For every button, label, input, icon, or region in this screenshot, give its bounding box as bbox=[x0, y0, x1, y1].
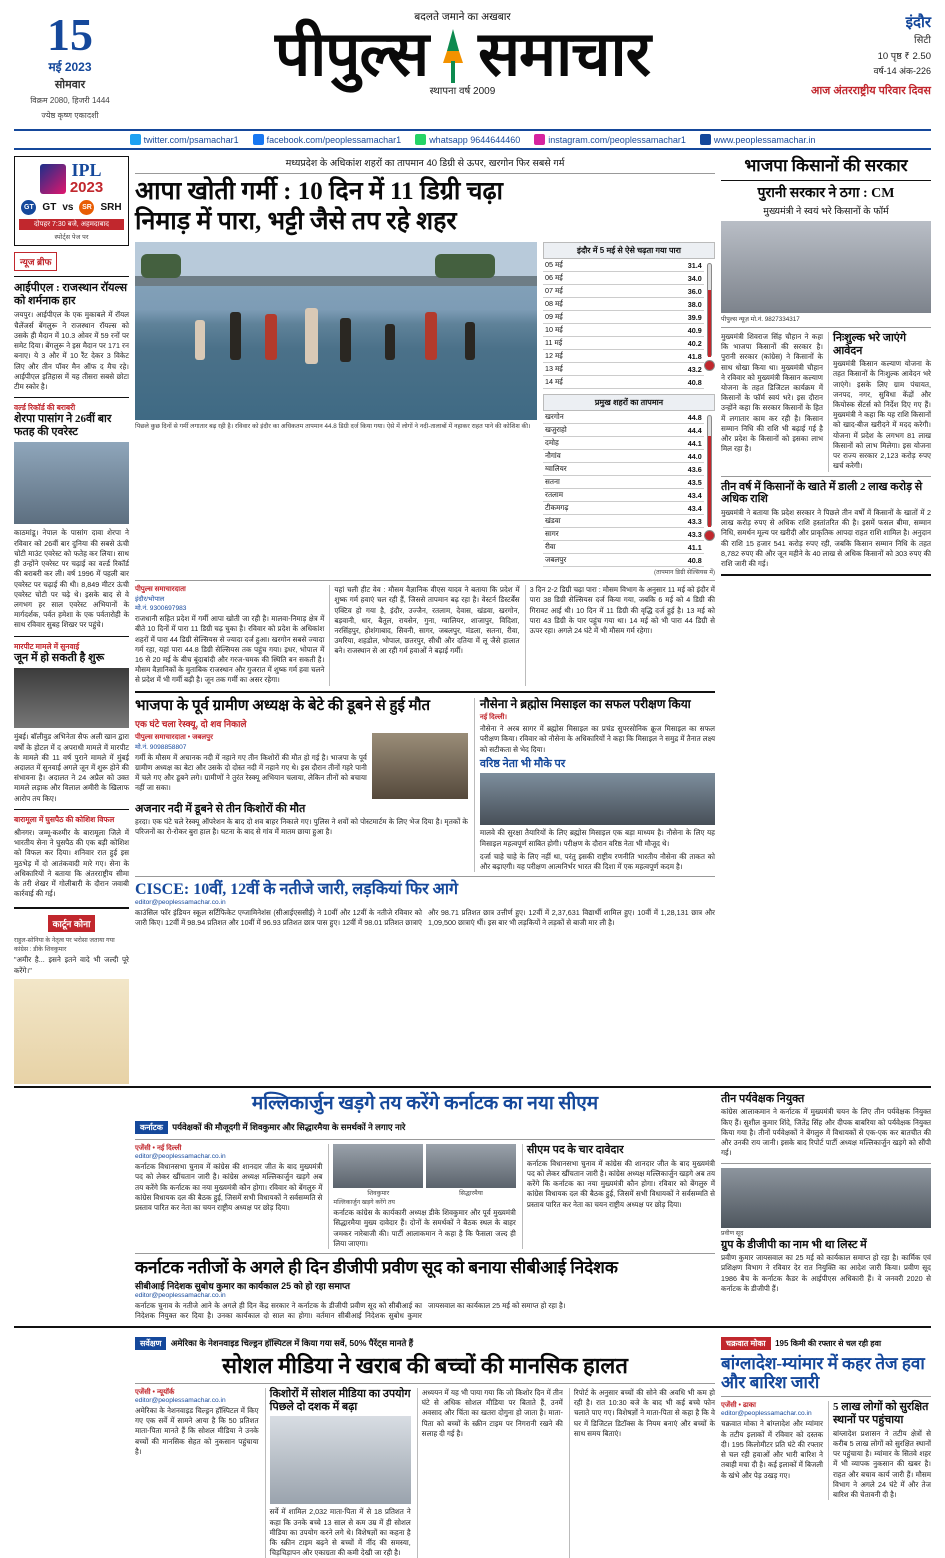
date-vikram: विक्रम 2080, हिजरी 1444 bbox=[30, 96, 110, 106]
team-srh-icon: SR bbox=[79, 200, 94, 215]
facebook-icon bbox=[253, 134, 264, 145]
cisce-text: काउंसिल फॉर इंडियन स्कूल सर्टिफिकेट एग्जामिनेशंस (सीआईएससीई) ने 10वीं और 12वीं के नतीजे रविवार को जारी किए। 12वीं में 98.94 प्रतिशत और 10वीं में 96.93 प्रतिशत छात्र पास हुए। 12वीं में 98.01 प्रतिशत छात्राएं और 98.71 प्रतिशत छात्र उत्तीर्ण हुए। 12वीं में 2,37,631 विद्यार्थी शामिल हुए। 10वीं में 1,28,131 छात्र और 1,09,500 छात्राएं थीं। इस बार भी लड़कियों ने लड़कों से बाजी मार ली है। bbox=[135, 908, 715, 928]
social-website[interactable] bbox=[700, 134, 816, 145]
edition-city-sub: सिटी bbox=[914, 35, 931, 46]
social-media-col3: अध्ययन में यह भी पाया गया कि जो किशोर दिन में तीन घंटे से अधिक सोशल मीडिया पर बिताते हैं, उनमें अवसाद और चिंता का खतरा दोगुना हो जाता है। माता-पिता को बच्चों के स्क्रीन टाइम पर निगरानी रखने की सलाह दी गई है। bbox=[421, 1388, 563, 1438]
cisce-byline: editor@peoplessamachar.co.in bbox=[135, 899, 226, 907]
social-whatsapp[interactable] bbox=[415, 134, 520, 145]
cartoon-caption: "अमीर है... इसने इतने वादे भी जल्दी पूरे करेंगे।" bbox=[14, 955, 129, 975]
masthead-edition-block bbox=[799, 10, 931, 98]
social-media-story bbox=[135, 1333, 715, 1558]
cbi-photo-caption: प्रवीण सूद bbox=[721, 1229, 744, 1237]
social-whatsapp-label: whatsapp 9644644460 bbox=[429, 134, 521, 145]
cyclone-email: editor@peoplessamachar.co.in bbox=[721, 1410, 812, 1418]
social-media-sub-text: सर्वे में शामिल 2,032 माता-पिता में से 18 प्रतिशत ने कहा कि उनके बच्चे 13 साल से कम उम्र में ही सोशल मीडिया का उपयोग करने लगे थे। विशेषज्ञों का कहना है कि स्क्रीन टाइम बढ़ने से बच्चों में नींद की समस्या, चिड़चिड़ापन और एकाग्रता की कमी देखी जा रही है। bbox=[269, 1507, 411, 1558]
lead-photo-caption: पिछले कुछ दिनों से गर्मी लगातार बढ़ रही है। रविवार को इंदौर का अधिकतम तापमान 44.8 डिग्री दर्ज किया गया। ऐसे में लोगों ने नदी-तालाबों में नहाकर राहत पाने की कोशिश की। bbox=[135, 423, 531, 431]
date-number: 15 bbox=[47, 9, 93, 60]
karnataka-side-text: कर्नाटक विधानसभा चुनाव में कांग्रेस की शानदार जीत के बाद मुख्यमंत्री पद को लेकर खींचतान जारी है। कांग्रेस अध्यक्ष मल्लिकार्जुन खड़गे अब तय करेंगे कि कर्नाटक का नया मुख्यमंत्री कौन होगा। रविवार को बेंगलुरु में कांग्रेस विधायक दल की बैठक हुई, जिसमें सभी विधायकों ने सर्वसम्मति से प्रस्ताव पारित कर नेता का चयन राष्ट्रीय अध्यक्ष पर छोड़ दिया। bbox=[526, 1158, 715, 1209]
masthead-date-block bbox=[14, 10, 126, 121]
lead-photo bbox=[135, 242, 537, 420]
right-sub-2-text: मुख्यमंत्री ने बताया कि प्रदेश सरकार ने पिछले तीन वर्षों में किसानों के खातों में 2 लाख करोड़ रुपए से अधिक राशि हस्तांतरित की है। इसमें फसल बीमा, सम्मान निधि, समर्थन मूल्य पर खरीदी और प्राकृतिक आपदा राहत राशि शामिल है। अनुदान की राशि 15 हजार 541 करोड़ रुपए रही, जबकि किसान सम्मान निधि के तहत 8,782 रुपए की और जून महीने के 40 लाख से अधिक किसानों को 303 रुपए की राशि जारी की गई। bbox=[721, 507, 931, 568]
table-row: नौगांव 44.0 bbox=[545, 451, 702, 461]
cm-event-photo bbox=[721, 221, 931, 313]
cbi-text: कर्नाटक चुनाव के नतीजे आने के अगले ही दिन केंद्र सरकार ने कर्नाटक के डीजीपी प्रवीण सूद को सीबीआई का निदेशक नियुक्त कर दिया है। उनका कार्यकाल दो साल का होगा। वर्तमान सीबीआई निदेशक सुबोध कुमार जायसवाल का कार्यकाल 25 मई को समाप्त हो रहा है। bbox=[135, 1300, 566, 1321]
table-row: 07 मई 36.0 bbox=[545, 286, 702, 296]
brief-2-text: काठमांडू। नेपाल के पासांग दावा शेरपा ने रविवार को 26वीं बार दुनिया की सबसे ऊंची चोटी माउंट एवरेस्ट को फतेह कर लिया। साथ ही उन्होंने एवरेस्ट पर चढ़ाई का वर्ल्ड रिकॉर्ड की बराबरी कर ली। वर्ष 1996 में पहली बार एवरेस्ट पर चढ़ाई की थी। 8,849 मीटर ऊंची एवरेस्ट चोटी पर चढ़े थे। इसके बाद से वे लगभग हर साल एवरेस्ट अभियानों के मार्गदर्शक, पर्वत हमेशा के एक पर्वतारोही के साथ रविवार सुबह शिखर पर पहुंचे। bbox=[14, 528, 129, 630]
table-row: 10 मई 40.9 bbox=[545, 325, 702, 335]
cbi-headline[interactable]: कर्नाटक नतीजों के अगले ही दिन डीजीपी प्रवीण सूद को बनाया सीबीआई निदेशक bbox=[135, 1257, 618, 1277]
social-twitter[interactable] bbox=[130, 134, 239, 145]
table-row: खरगोन 44.8 bbox=[545, 412, 702, 422]
brief-1-text: जयपुर। आईपीएल के एक मुकाबले में रॉयल चैलेंजर्स बेंगलुरू ने राजस्थान रॉयल्स को उसके ही मैदान में 10.3 ओवर में 59 रनों पर समेट दिया। बेंगलुरू ने इस मैदान पर 171 रन बनाए। ये 3 और में 10 रैंट देकर 3 विकेट लिए और तीन पॉवर मैन ऑफ द मैच रहे। आईपीएल इतिहास में यह तीसरा सबसे छोटा टीम स्कोर है। bbox=[14, 310, 129, 391]
masthead-title-right: समाचार bbox=[478, 21, 650, 89]
city-temp-table bbox=[543, 411, 704, 567]
main-column bbox=[135, 156, 715, 1084]
masthead bbox=[14, 10, 931, 125]
lead-byline-place: इंदौर/भोपाल bbox=[135, 596, 165, 604]
ipl-year: 2023 bbox=[69, 179, 104, 197]
masthead-established: स्थापना वर्ष 2009 bbox=[429, 86, 496, 98]
brief-4-text: श्रीनगर। जम्मू-कश्मीर के बारामूला जिले में भारतीय सेना ने घुसपैठ की एक बड़ी कोशिश को विफल कर दिया। शनिवार रात हुई इस मुठभेड़ में दो आतंकवादी मारे गए। सेना के अधिकारियों ने बताया कि अंतरराष्ट्रीय सीमा के तरी शेखर में गोलीबारी के दौरान जवाबी कार्रवाई की गई। bbox=[14, 827, 129, 899]
cbi-side-headline[interactable]: ग्रुप के डीजीपी का नाम भी था लिस्ट में bbox=[721, 1238, 867, 1251]
table-row: 13 मई 43.2 bbox=[545, 364, 702, 374]
social-media-photo bbox=[270, 1416, 411, 1504]
lead-byline-mobile: मो.नं. 9300697983 bbox=[135, 605, 187, 613]
cyclone-story bbox=[721, 1333, 931, 1558]
city-table-title: प्रमुख शहरों का तापमान bbox=[543, 394, 715, 411]
lead-headline-line2[interactable]: निमाड़ में पारा, भट्टी जैसे तप रहे शहर bbox=[135, 208, 457, 236]
date-month-year: मई 2023 bbox=[48, 60, 92, 75]
right-lead-sub1: पुरानी सरकार ने ठगा : CM bbox=[757, 186, 895, 202]
mid-story-2-byline: नई दिल्ली। bbox=[479, 714, 508, 722]
masthead-title-block bbox=[126, 10, 799, 97]
lead-col-3: 3 दिन 2-2 डिग्री चढ़ा पारा : मौसम विभाग के अनुसार 11 मई को इंदौर में पारा 38 डिग्री सेल्सियस दर्ज किया गया, जबकि 6 मई को 4 डिग्री की गिरावट आई थी। 10 दिन में 11 डिग्री की वृद्धि दर्ज हुई है। 13 मई को पारा 43 डिग्री के पार पहुंच गया था। 14 मई को भी पारा 44 डिग्री से ऊपर रहा। अगले 24 घंटे में भी मौसम गर्म रहेगा। bbox=[529, 585, 715, 636]
mid-story-1-text: गर्मी के मौसम में अचानक नदी में नहाने गए तीन किशोरों की मौत हो गई है। भाजपा के पूर्व ग्रामीण अध्यक्ष का बेटा और उसके दो दोस्त नदी में नहाने गए थे। इस दौरान तीनों गहरे पानी में चले गए और डूबने लगे। ग्रामीणों ने तुरंत रेस्क्यू अभियान चलाया, लेकिन तीनों को बचाया नहीं जा सका। bbox=[135, 752, 367, 793]
right-lead-text: मुख्यमंत्री शिवराज सिंह चौहान ने कहा कि भाजपा किसानों की सरकार है। पुरानी सरकार (कांग्रेस) ने किसानों के साथ धोखा किया था। मुख्यमंत्री चौहान ने रविवार को मुख्यमंत्री किसान कल्याण योजना के तहत डिजिटल कार्यक्रम में किसानों के फॉर्म स्वयं भरे। इस दौरान उन्होंने कहा कि सरकार किसानों के हित में लगातार काम कर रही है। किसान सम्मान निधि की राशि भी बढ़ाई गई है और प्रदेश के किसानों को इसका लाभ मिल रहा है। bbox=[721, 331, 823, 454]
table-row: 05 मई 31.4 bbox=[545, 260, 702, 270]
social-website-label: www.peoplessamachar.in bbox=[713, 134, 816, 145]
table-row: सागर 43.3 bbox=[545, 529, 702, 539]
mid-story-1-sub2[interactable]: अजनार नदी में डूबने से तीन किशोरों की मौत bbox=[135, 802, 306, 815]
cyclone-byline: एजेंसी • ढाका bbox=[721, 1402, 756, 1410]
brief-3-label: मारपीट मामले में सुनवाई bbox=[14, 641, 80, 651]
whatsapp-icon bbox=[415, 134, 426, 145]
instagram-icon bbox=[534, 134, 545, 145]
date-panchang: ज्येष्ठ कृष्ण एकादशी bbox=[41, 110, 99, 120]
karnataka-sub-text: कर्नाटक कांग्रेस के कार्यकारी अध्यक्ष डीके शिवकुमार और पूर्व मुख्यमंत्री सिद्धारमैया मुख्य दावेदार हैं। दोनों के समर्थकों ने बैठक स्थल के बाहर जमकर नारेबाजी की। पार्टी आलाकमान ने कहा है कि फैसला जल्द ही लिया जाएगा। bbox=[333, 1208, 516, 1248]
temp-table bbox=[543, 259, 704, 389]
cyclone-kicker: 195 किमी की रफ्तार से चल रही हवा bbox=[775, 1339, 882, 1349]
cm-photo-caption: पीपुल्स न्यूज़ मो.नं. 9827334317 bbox=[721, 315, 800, 323]
ipl-logo-icon bbox=[40, 164, 66, 194]
table-row: 06 मई 34.0 bbox=[545, 273, 702, 283]
social-bar bbox=[14, 129, 931, 150]
mid-story-1-byline: पीपुल्स समाचारदाता • जबलपुर bbox=[135, 733, 213, 741]
news-brief-label: न्यूज ब्रीफ bbox=[14, 252, 57, 271]
karnataka-block bbox=[135, 1093, 715, 1322]
right-lead-sub2: मुख्यमंत्री ने स्वयं भरे किसानों के फॉर्म bbox=[763, 205, 889, 217]
karnataka-kicker: पर्यवेक्षकों की मौजूदगी में शिवकुमार और सिद्धारमैया के समर्थकों ने लगाए नारे bbox=[172, 1122, 406, 1133]
cyclone-sub-text: बांग्लादेश प्रशासन ने तटीय क्षेत्रों से करीब 5 लाख लोगों को सुरक्षित स्थानों पर पहुंचाया है। म्यांमार के सितवे शहर में भी व्यापक नुकसान की खबर है। राहत और बचाव कार्य जारी हैं। मौसम विभाग ने अगले 24 घंटे में और तेज बारिश की चेतावनी दी है। bbox=[833, 1428, 931, 1500]
special-day: आज अंतरराष्ट्रीय परिवार दिवस bbox=[810, 85, 931, 97]
face-2-name: सिद्धारमैया bbox=[459, 1190, 483, 1198]
karnataka-text: कर्नाटक विधानसभा चुनाव में कांग्रेस की शानदार जीत के बाद मुख्यमंत्री पद को लेकर खींचतान जारी है। कांग्रेस अध्यक्ष मल्लिकार्जुन खड़गे अब तय करेंगे कि कर्नाटक का नया मुख्यमंत्री कौन होगा। रविवार को बेंगलुरु में कांग्रेस विधायक दल की बैठक हुई, जिसमें सभी विधायकों ने सर्वसम्मति से प्रस्ताव पारित कर नेता का चयन राष्ट्रीय अध्यक्ष पर छोड़ दिया। bbox=[135, 1162, 323, 1212]
ipl-promo-box[interactable] bbox=[14, 156, 129, 246]
right-lead-headline[interactable]: भाजपा किसानों की सरकार bbox=[744, 156, 908, 176]
thermometer-icon-2 bbox=[704, 411, 715, 541]
table-row: टीकमगढ़ 43.4 bbox=[545, 503, 702, 513]
edition-city: इंदौर bbox=[905, 14, 931, 31]
social-media-byline: एजेंसी • न्यूयॉर्क bbox=[135, 1389, 175, 1397]
ipl-team2: SRH bbox=[100, 202, 122, 214]
karnataka-headline[interactable]: मल्लिकार्जुन खड़गे तय करेंगे कर्नाटक का नया सीएम bbox=[251, 1092, 599, 1114]
brief-1-headline[interactable]: आईपीएल : राजस्थान रॉयल्स को शर्मनाक हार bbox=[14, 282, 128, 307]
social-media-headline[interactable]: सोशल मीडिया ने खराब की बच्चों की मानसिक हालत bbox=[222, 1353, 628, 1379]
table-row: खजुराहो 44.4 bbox=[545, 425, 702, 435]
survey-tag: सर्वेक्षण bbox=[135, 1337, 166, 1350]
right-column bbox=[721, 156, 931, 1084]
right-sub-1-text: मुख्यमंत्री किसान कल्याण योजना के तहत किसानों के निःशुल्क आवेदन भरे जाएंगे। इसके लिए ग्राम पंचायत, जनपद, नगर, सुविधा केंद्रों और कियोस्क सेंटर्स को निर्देश दिए गए हैं। मुख्यमंत्री ने कहा कि यह राशि किसानों को खाद-बीज खरीदने में मदद करेगी। योजना में प्रदेश के लगभग 81 लाख किसानों को लाभ मिलेगा। इस योजना पर राज्य सरकार 2,123 करोड़ रुपए खर्च करेगी। bbox=[833, 359, 931, 471]
siddaramaiah-photo bbox=[426, 1144, 516, 1188]
pages-price: 10 पृष्ठ ₹ 2.50 bbox=[877, 51, 931, 62]
table-row: रतलाम 43.4 bbox=[545, 490, 702, 500]
social-instagram[interactable] bbox=[534, 134, 686, 145]
ipl-title: IPL bbox=[71, 160, 102, 181]
cartoon-label: कार्टून कोना bbox=[48, 915, 96, 932]
ipl-match-time: दोपहर 7:30 बजे, अहमदाबाद bbox=[19, 219, 124, 230]
mid-story-1-mobile: मो.नं. 9098858807 bbox=[135, 743, 187, 751]
cbi-side-text: प्रवीण कुमार जायसवाल का 25 मई को कार्यकाल समाप्त हो रहा है। कार्मिक एवं प्रशिक्षण विभाग ने रविवार देर रात नियुक्ति का आदेश जारी किया। प्रवीण सूद 1986 बैच के कर्नाटक कैडर के आईपीएस अधिकारी हैं। वे जनवरी 2020 से कर्नाटक के डीजीपी हैं। bbox=[721, 1253, 931, 1293]
table-row: रीवा 41.1 bbox=[545, 542, 702, 552]
mid-story-2-sub[interactable]: वरिष्ठ नेता भी मौके पर bbox=[479, 757, 566, 770]
mid-story-2-text3: दर्जा चाहे चाहे के लिए नहीं था, परंतु इसकी राष्ट्रीय रणनीति भारतीय नौसेना की ताकत को और बढ़ाएगी। यह परीक्षण आत्मनिर्भर भारत की दिशा में एक महत्वपूर्ण कदम है। bbox=[479, 851, 715, 872]
temperature-panel bbox=[543, 242, 715, 576]
table-row: सतना 43.5 bbox=[545, 477, 702, 487]
mid-story-2-headline[interactable]: नौसेना ने ब्रह्मोस मिसाइल का सफल परीक्षण किया bbox=[479, 696, 691, 711]
brief-2-headline[interactable]: शेरपा पासांग ने 26वीं बार फतह की एवरेस्ट bbox=[14, 413, 112, 438]
cyclone-headline[interactable]: बांग्लादेश-म्यांमार में कहर तेज हवा और बारिश जारी bbox=[721, 1354, 925, 1393]
brief-3-text: मुंबई। बॉलीवुड अभिनेता सैफ अली खान द्वारा वर्षों के होटल में द अपराधी मामले में मारपीट के मामले की 11 वर्ष पुराने मामले में मुंबई अदालत में सुनवाई अगले जून में शुरू होने की संभावना है। अदालत ने 24 अप्रैल को उक्त मामले लड़ाक और विलाल अमीरी के खिलाफ आरोप तय किए। bbox=[14, 732, 129, 803]
brief-2-label: वर्ल्ड रिकॉर्ड की बराबरी bbox=[14, 403, 76, 413]
karnataka-observers-text: कांग्रेस आलाकमान ने कर्नाटक में मुख्यमंत्री चयन के लिए तीन पर्यवेक्षक नियुक्त किए हैं। सुशील कुमार शिंदे, जितेंद्र सिंह और दीपक बाबरिया को पर्यवेक्षक नियुक्त किया गया है। तीनों पर्यवेक्षकों ने बेंगलुरु में विधायकों से एक-एक कर बातचीत की और उनकी राय जानी। इसके बाद रिपोर्ट पार्टी अध्यक्ष मल्लिकार्जुन खड़गे को सौंपी गई। bbox=[721, 1107, 931, 1158]
social-media-text: अमेरिका के नेशनवाइड चिल्ड्रन हॉस्पिटल में किए गए एक सर्वे में सामने आया है कि 50 प्रतिशत माता-पिता मानते हैं कि सोशल मीडिया ने उनके बच्चों की मानसिक सेहत को नुकसान पहुंचाया है। bbox=[135, 1406, 259, 1456]
brief-3-headline[interactable]: जून में हो सकती है शुरू bbox=[14, 651, 105, 664]
table-row: 08 मई 38.0 bbox=[545, 299, 702, 309]
lead-byline-name: पीपुल्स समाचारदाता bbox=[135, 586, 186, 594]
mid-story-1-headline[interactable]: भाजपा के पूर्व ग्रामीण अध्यक्ष के बेटे की डूबने से हुई मौत bbox=[135, 697, 431, 714]
date-weekday: सोमवार bbox=[54, 79, 86, 92]
table-row: खंडवा 43.3 bbox=[545, 516, 702, 526]
cyclone-sub-headline[interactable]: 5 लाख लोगों को सुरक्षित स्थानों पर पहुंचाया bbox=[833, 1401, 929, 1427]
karnataka-byline: एजेंसी • नई दिल्ली bbox=[135, 1145, 182, 1153]
cyclone-tag: चक्रवात मोका bbox=[721, 1337, 771, 1350]
lead-headline-line1[interactable]: आपा खोती गर्मी : 10 दिन में 11 डिग्री चढ़ा bbox=[135, 178, 503, 206]
mid-story-1-sub: एक घंटे चला रेस्क्यू, दो शव निकाले bbox=[135, 718, 247, 729]
lead-kicker: मध्यप्रदेश के अधिकांश शहरों का तापमान 40 डिग्री से ऊपर, खरगोन फिर सबसे गर्म bbox=[285, 158, 565, 170]
city-table-footnote: (तापमान डिग्री सेल्सियस में) bbox=[654, 569, 715, 577]
social-facebook[interactable] bbox=[253, 134, 402, 145]
face-1-name: शिवकुमार bbox=[367, 1190, 390, 1198]
survey-kicker: अमेरिका के नेशनवाइड चिल्ड्रन हॉस्पिटल में किया गया सर्वे, 50% पैरेंट्स मानते हैं bbox=[170, 1338, 414, 1349]
mid-story-2-text: नौसेना ने अरब सागर में ब्रह्मोस मिसाइल का प्रचंड सुपरसोनिक क्रूज मिसाइल का सफल परीक्षण किया। रविवार को नौसेना के अधिकारियों ने कहा कि मिसाइल ने समुद्र में तैनात लक्ष्य को सटीकता से भेद दिया। bbox=[479, 724, 715, 754]
mid-story-2-photo bbox=[480, 773, 715, 825]
cbi-byline: editor@peoplessamachar.co.in bbox=[135, 1291, 226, 1299]
mid-story-1-text2: हरदा। एक घंटे चले रेस्क्यू ऑपरेशन के बाद दो शव बाहर निकाले गए। पुलिस ने शवों को पोस्टमार्टम के लिए भेज दिया है। मृतकों के परिजनों का रो-रोकर बुरा हाल है। घटना के बाद से गांव में मातम छाया हुआ है। bbox=[135, 817, 468, 837]
shivakumar-photo bbox=[333, 1144, 423, 1188]
team-gt-icon: GT bbox=[21, 200, 36, 215]
cartoon-image bbox=[14, 979, 129, 1084]
lead-col-2: यहां चली हीट वेव : मौसम वैज्ञानिक वीएस यादव ने बताया कि प्रदेश में शुष्क गर्म हवाएं चल रही हैं, जिससे तापमान बढ़ रहा है। वेस्टर्न डिस्टर्बेंस एक्टिव हो गया है, इंदौर, उज्जैन, रतलाम, देवास, खंडवा, खरगोन, बड़वानी, धार, बैतूल, रायसेन, गुना, ग्वालियर, शाजापुर, विदिशा, नरसिंहपुर, होशंगाबाद, सिवनी, सागर, जबलपुर, मंडला, सतना, रीवा, उमरिया, शहडोल, भोपाल, छतरपुर, सीधी और दतिया में लू जैसे हालात बने। राजस्थान से आ रही गर्म हवाओं ने बढ़ाई गर्मी। bbox=[334, 585, 520, 656]
social-media-email: editor@peoplessamachar.co.in bbox=[135, 1397, 226, 1405]
table-row: ग्वालियर 43.6 bbox=[545, 464, 702, 474]
twitter-icon bbox=[130, 134, 141, 145]
social-media-col4: रिपोर्ट के अनुसार बच्चों की सोने की अवधि भी कम हो रही है। रात 10:30 बजे के बाद भी कई बच्चे फोन चलाते पाए गए। विशेषज्ञों ने माता-पिता से कहा है कि वे घर में डिजिटल डिटॉक्स के नियम बनाएं और बच्चों के साथ समय बिताएं। bbox=[573, 1388, 715, 1438]
table-row: 11 मई 40.2 bbox=[545, 338, 702, 348]
masthead-tagline: बदलते जमाने का अखबार bbox=[414, 11, 511, 23]
ipl-team1: GT bbox=[42, 202, 57, 214]
karnataka-sub-headline[interactable]: सीएम पद के चार दावेदार bbox=[526, 1144, 624, 1157]
leaf-logo-icon bbox=[430, 25, 476, 87]
cbi-sub: सीबीआई निदेशक सुबोध कुमार का कार्यकाल 25 को हो रहा समाप्त bbox=[135, 1280, 350, 1291]
karnataka-email: editor@peoplessamachar.co.in bbox=[135, 1153, 226, 1161]
social-twitter-label: twitter.com/psamachar1 bbox=[143, 134, 239, 145]
cisce-headline[interactable]: CISCE: 10वीं, 12वीं के नतीजे जारी, लड़कियां फिर आगे bbox=[135, 881, 458, 899]
right-sub-2-headline[interactable]: तीन वर्ष में किसानों के खाते में डाली 2 लाख करोड़ से अधिक राशि bbox=[721, 480, 923, 506]
mid-story-1-photo bbox=[372, 733, 468, 799]
social-media-sub-headline[interactable]: किशोरों में सोशल मीडिया का उपयोग पिछले दो दशक में बढ़ा bbox=[269, 1388, 411, 1413]
table-row: 12 मई 41.8 bbox=[545, 351, 702, 361]
right-sub-1-headline[interactable]: निःशुल्क भरे जाएंगे आवेदन bbox=[833, 331, 907, 357]
table-row: 14 मई 40.8 bbox=[545, 377, 702, 387]
masthead-title-left: पीपुल्स bbox=[275, 21, 429, 89]
ipl-note: स्पोर्ट्स पेज पर bbox=[54, 234, 89, 242]
karnataka-observers-headline[interactable]: तीन पर्यवेक्षक नियुक्त bbox=[721, 1092, 805, 1105]
cartoon-caption-top: राहुल-सोनिया के नेतृत्व पर भरोसा जताया गया कांग्रेस : डीके शिवकुमार bbox=[14, 937, 115, 954]
praveen-sood-photo bbox=[721, 1168, 931, 1228]
karnataka-tag: कर्नाटक bbox=[135, 1121, 168, 1134]
social-facebook-label: facebook.com/peoplessamachar1 bbox=[266, 134, 402, 145]
everest-photo bbox=[14, 442, 129, 524]
thermometer-icon bbox=[704, 259, 715, 371]
ipl-vs: vs bbox=[62, 202, 74, 214]
cyclone-text: चक्रवात मोका ने बांग्लादेश और म्यांमार के तटीय इलाकों में रविवार को दस्तक दी। 195 किलोमीटर प्रति घंटे की रफ्तार से चल रही हवाओं और भारी बारिश ने तबाही मचा दी है। कई इलाकों में बिजली के खंभे और पेड़ उखड़ गए। bbox=[721, 1419, 823, 1480]
table-row: दमोह 44.1 bbox=[545, 438, 702, 448]
brief-4-label: बारामूला में घुसपैठ की कोशिश विफल bbox=[14, 814, 115, 824]
lead-col-1: राजधानी सहित प्रदेश में गर्मी आपा खोती जा रही है। मालवा-निमाड़ क्षेत्र में बीते 10 दिनों में पारा 11 डिग्री चढ़ चुका है। रविवार को प्रदेश के अधिकांश शहरों में पारा 44 डिग्री सेल्सियस से ज्यादा दर्ज हुआ। खरगोन सबसे ज्यादा गर्म रहा, यहां पारा 44.8 डिग्री सेल्सियस तक पहुंच गया। इधर, भोपाल में 16 से 20 मई के बीच बूंदाबांदी और गरज-चमक की स्थिति बन सकती है। मौसम वैज्ञानिकों के मुताबिक राजस्थान और गुजरात में शुष्क गर्म हवा चलने से प्रदेश में भी गर्मी बढ़ी है। जून तक गर्मी का असर रहेगा। bbox=[135, 614, 325, 685]
table-row: 09 मई 39.9 bbox=[545, 312, 702, 322]
table-row: जबलपुर 40.8 bbox=[545, 555, 702, 565]
globe-icon bbox=[700, 134, 711, 145]
volume-issue: वर्ष-14 अंक-226 bbox=[873, 66, 931, 76]
actor-photo bbox=[14, 668, 129, 728]
karnataka-right-side bbox=[721, 1093, 931, 1322]
temp-table-title: इंदौर में 5 मई से ऐसे चढ़ता गया पारा bbox=[543, 242, 715, 259]
social-instagram-label: instagram.com/peoplessamachar1 bbox=[548, 134, 686, 145]
left-column bbox=[14, 156, 129, 1084]
mid-story-2-text2: मालवे की सुरक्षा तैयारियों के लिए ब्रह्मोस मिसाइल एक बड़ा माध्यम है। नौसेना के लिए यह मिसाइल महत्वपूर्ण साबित होगी। परीक्षण के दौरान वरिष्ठ नेता भी मौजूद थे। bbox=[479, 828, 715, 848]
karnataka-face-caption: मल्लिकार्जुन खड़गे करेंगे तय bbox=[333, 1199, 395, 1207]
